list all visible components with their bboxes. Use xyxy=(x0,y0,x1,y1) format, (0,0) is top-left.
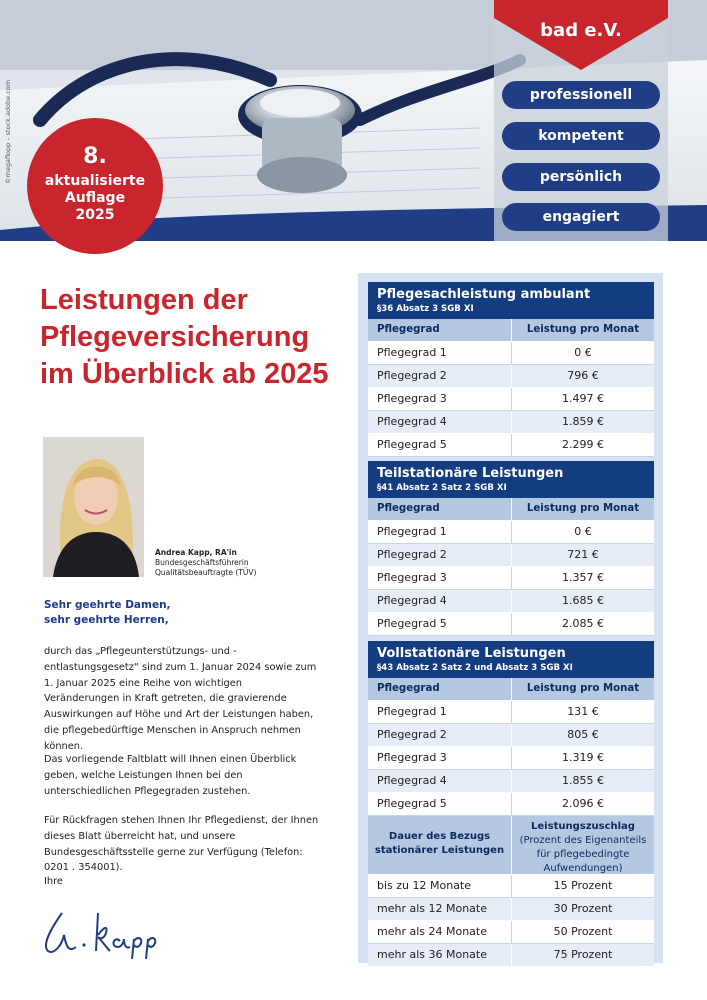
table-row xyxy=(368,944,654,967)
table-row xyxy=(368,567,654,590)
column-header: Pflegegrad xyxy=(368,319,512,341)
greeting-line-1: Sehr geehrte Damen, xyxy=(44,599,171,611)
table-row xyxy=(368,342,654,365)
table-ambulant xyxy=(368,282,654,457)
cell: 1.859 € xyxy=(562,415,604,428)
table-row xyxy=(368,724,654,747)
cell: 2.096 € xyxy=(562,797,604,810)
cell: Pflegegrad 5 xyxy=(368,793,512,815)
cell: Pflegegrad 5 xyxy=(368,613,512,635)
cell: 75 Prozent xyxy=(553,948,613,961)
cell: 721 € xyxy=(567,548,599,561)
table-row xyxy=(368,590,654,613)
table-subtitle: §43 Absatz 2 Satz 2 und Absatz 3 SGB XI xyxy=(377,663,573,673)
cell: 50 Prozent xyxy=(553,925,613,938)
table-subtitle: §41 Absatz 2 Satz 2 SGB XI xyxy=(377,483,507,493)
cell: 2.299 € xyxy=(562,438,604,451)
surcharge-header-bold: Leistungszuschlag xyxy=(531,821,635,832)
column-header: Leistung pro Monat xyxy=(526,683,640,694)
cell: mehr als 36 Monate xyxy=(368,944,512,966)
cell: Pflegegrad 3 xyxy=(368,388,512,410)
signature-graphic xyxy=(40,905,170,960)
table-row xyxy=(368,365,654,388)
table-vollstationaer xyxy=(368,641,654,967)
cell: Pflegegrad 2 xyxy=(368,544,512,566)
column-header: Pflegegrad xyxy=(368,498,512,520)
pill-professionell: professionell xyxy=(502,81,660,109)
column-header-row xyxy=(368,319,654,342)
column-header xyxy=(512,816,654,874)
duration-header-row xyxy=(368,816,654,875)
table-row xyxy=(368,521,654,544)
table-title: Teilstationäre Leistungen xyxy=(377,466,564,481)
table-row xyxy=(368,434,654,457)
cell: mehr als 12 Monate xyxy=(368,898,512,920)
cell: 1.497 € xyxy=(562,392,604,405)
cell: Pflegegrad 4 xyxy=(368,770,512,792)
cell: 0 € xyxy=(574,525,592,538)
cell: 805 € xyxy=(567,728,599,741)
signature-text xyxy=(170,905,171,906)
photo-credit: ©megaflopp – stock.adobe.com xyxy=(4,79,12,184)
cell: 0 € xyxy=(574,346,592,359)
author-info xyxy=(155,548,256,578)
cell: 1.319 € xyxy=(562,751,604,764)
cell: Pflegegrad 1 xyxy=(368,521,512,543)
cell: Pflegegrad 2 xyxy=(368,365,512,387)
table-row xyxy=(368,388,654,411)
cell: Pflegegrad 1 xyxy=(368,342,512,364)
cell: mehr als 24 Monate xyxy=(368,921,512,943)
cell: Pflegegrad 1 xyxy=(368,701,512,723)
author-name: Andrea Kapp, RA'in xyxy=(155,548,237,557)
letter-closing: Ihre xyxy=(44,876,63,887)
author-role-2: Qualitätsbeauftragte (TÜV) xyxy=(155,568,257,577)
column-header: Pflegegrad xyxy=(368,678,512,700)
cell: 30 Prozent xyxy=(553,902,613,915)
cell: Pflegegrad 4 xyxy=(368,590,512,612)
letter-paragraph-1: durch das „Pflegeunterstützungs- und -entlastungsgesetz“ sind zum 1. Januar 2024 sowie zum 1. Januar 2025 eine Reihe von wichtigen Veränderungen in Kraft getreten, die gravierende Auswirkungen auf Höhe und Art der Leistungen haben, die pflegebedürftige Menschen in Anspruch nehmen können. xyxy=(44,646,317,752)
cell: 1.855 € xyxy=(562,774,604,787)
cell: 2.085 € xyxy=(562,617,604,630)
badge-line-3: 2025 xyxy=(75,207,115,223)
badge-line-1: aktualisierte xyxy=(44,173,146,189)
surcharge-header-rest: (Prozent des Eigenanteils für pflegebedingte Aufwendungen) xyxy=(519,835,647,874)
badge-number: 8. xyxy=(83,144,107,169)
table-header xyxy=(368,461,654,498)
cell: 131 € xyxy=(567,705,599,718)
greeting-line-2: sehr geehrte Herren, xyxy=(44,614,169,626)
letter-paragraph-2: Das vorliegende Faltblatt will Ihnen einen Überblick geben, welche Leistungen Ihnen bei den unterschiedlichen Pflegegraden zustehen. xyxy=(44,754,297,797)
column-header xyxy=(368,816,512,874)
duration-header-line-2: stationärer Leistungen xyxy=(374,845,505,856)
pill-persoenlich: persönlich xyxy=(502,163,660,191)
badge-line-2: Auflage xyxy=(64,190,126,206)
pill-kompetent: kompetent xyxy=(502,122,660,150)
cell: Pflegegrad 3 xyxy=(368,567,512,589)
cell: Pflegegrad 3 xyxy=(368,747,512,769)
duration-header-line-1: Dauer des Bezugs xyxy=(388,831,491,842)
author-role-1: Bundesgeschäftsführerin xyxy=(155,558,249,567)
title-line-1: Leistungen der xyxy=(40,284,248,316)
title-line-3: im Überblick ab 2025 xyxy=(40,358,329,390)
column-header: Leistung pro Monat xyxy=(526,324,640,335)
table-row xyxy=(368,411,654,434)
table-row xyxy=(368,793,654,816)
column-header-row xyxy=(368,498,654,521)
table-row xyxy=(368,701,654,724)
cell: Pflegegrad 4 xyxy=(368,411,512,433)
table-row xyxy=(368,875,654,898)
letter-greeting xyxy=(44,598,171,628)
letter-paragraph-3: Für Rückfragen stehen Ihnen Ihr Pflegedienst, der Ihnen dieses Blatt überreicht hat, und unsere Bundesgeschäftsstelle gerne zur Verfügung (Telefon: 0201 . 354001). xyxy=(44,815,319,874)
page-title xyxy=(40,282,360,393)
table-title: Vollstationäre Leistungen xyxy=(377,646,566,661)
table-header xyxy=(368,282,654,319)
cell: bis zu 12 Monate xyxy=(368,875,512,897)
table-subtitle: §36 Absatz 3 SGB XI xyxy=(377,304,474,314)
cell: 796 € xyxy=(567,369,599,382)
column-header-row xyxy=(368,678,654,701)
pill-engagiert: engagiert xyxy=(502,203,660,231)
table-teilstationaer xyxy=(368,461,654,636)
table-row xyxy=(368,921,654,944)
signature xyxy=(40,905,170,964)
cell: Pflegegrad 5 xyxy=(368,434,512,456)
table-row xyxy=(368,770,654,793)
edition-badge xyxy=(27,118,163,254)
table-header xyxy=(368,641,654,678)
title-line-2: Pflegeversicherung xyxy=(40,321,310,353)
column-header: Leistung pro Monat xyxy=(526,503,640,514)
logo-text: bad e.V. xyxy=(540,20,622,41)
table-row xyxy=(368,898,654,921)
cell: Pflegegrad 2 xyxy=(368,724,512,746)
author-photo xyxy=(43,437,144,577)
cell: 1.357 € xyxy=(562,571,604,584)
cell: 15 Prozent xyxy=(553,879,613,892)
cell: 1.685 € xyxy=(562,594,604,607)
table-title: Pflegesachleistung ambulant xyxy=(377,287,591,302)
table-row xyxy=(368,544,654,567)
table-row xyxy=(368,747,654,770)
table-row xyxy=(368,613,654,636)
